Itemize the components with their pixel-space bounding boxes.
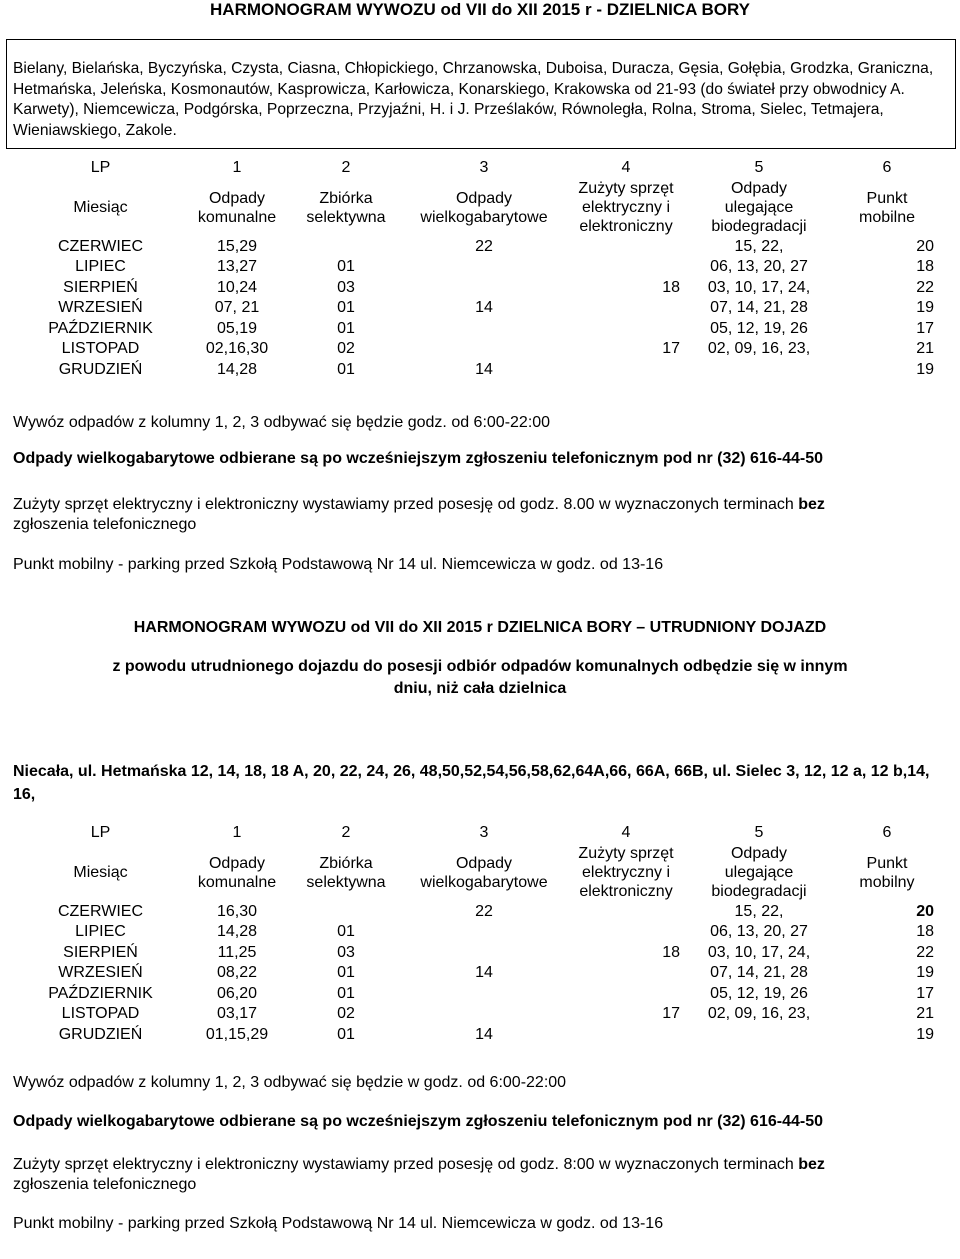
cell-col-6: 19 bbox=[916, 299, 934, 317]
schedule-table-1 bbox=[13, 158, 946, 380]
header-col-6: Punkt mobilny bbox=[859, 854, 915, 891]
cell-col-5: 15, 22, bbox=[734, 902, 784, 920]
note-mobile-point-2: Punkt mobilny - parking przed Szkołą Podstawową Nr 14 ul. Niemcewicza w godz. od 13-16 bbox=[13, 1215, 664, 1232]
cell-col-1: 02,16,30 bbox=[205, 340, 269, 358]
cell-col-1: 03,17 bbox=[216, 1005, 258, 1023]
lp-label: LP bbox=[90, 159, 111, 177]
cell-col-4: 18 bbox=[662, 943, 680, 961]
table-row bbox=[13, 339, 946, 360]
cell-col-2: 02 bbox=[337, 1005, 355, 1023]
section-2-title: HARMONOGRAM WYWOZU od VII do XII 2015 r DZIELNICA BORY – UTRUDNIONY DOJAZD bbox=[133, 619, 827, 636]
streets-list: Bielany, Bielańska, Byczyńska, Czysta, Ciasna, Chłopickiego, Chrzanowska, Duboisa, Duracza, Gęsia, Gołębia, Grodzka, Graniczna, Hetmańska, Jeleńska, Kosmonautów, Kasprowicza, Karłowicza, Konarskiego, Krakowska od 21-93 (do świateł przy obwodnicy A. Karwety), Niemcewicza, Podgórska, Poprzeczna, Przyjaźni, H. i J. Prześlaków, Równoległa, Rolna, Stroma, Sielec, Tetmajera, Wieniawskiego, Zakole. bbox=[6, 39, 956, 149]
header-row bbox=[13, 844, 946, 902]
cell-col-1: 13,27 bbox=[216, 258, 258, 276]
table-row bbox=[13, 984, 946, 1005]
cell-col-4 bbox=[562, 922, 690, 943]
cell-col-3 bbox=[406, 984, 562, 1005]
table-2-body bbox=[13, 902, 946, 1046]
cell-col-6: 22 bbox=[916, 943, 934, 961]
cell-col-4 bbox=[562, 257, 690, 278]
header-col-4: Zużyty sprzęt elektryczny i elektroniczny bbox=[578, 845, 674, 900]
cell-col-6: 20 bbox=[916, 237, 934, 255]
cell-col-2: 01 bbox=[337, 299, 355, 317]
table-row bbox=[13, 278, 946, 299]
month-cell: LISTOPAD bbox=[61, 1005, 140, 1023]
cell-col-6: 18 bbox=[916, 258, 934, 276]
section-2-subtitle-line-1: z powodu utrudnionego dojazdu do posesji odbiór odpadów komunalnych odbędzie się w innym bbox=[112, 658, 848, 675]
cell-col-6: 17 bbox=[916, 319, 934, 337]
cell-col-4 bbox=[562, 984, 690, 1005]
cell-col-6: 17 bbox=[916, 984, 934, 1002]
cell-col-5: 02, 09, 16, 23, bbox=[707, 1005, 811, 1023]
table-row bbox=[13, 1025, 946, 1046]
lp-row bbox=[13, 823, 946, 844]
cell-col-2: 01 bbox=[337, 1025, 355, 1043]
month-cell: CZERWIEC bbox=[57, 902, 144, 920]
address-list: Niecała, ul. Hetmańska 12, 14, 18, 18 A, 20, 22, 24, 26, 48,50,52,54,56,58,62,64A,66, 66A, 66B, ul. Sielec 3, 12, 12 a, 12 b,14, 16, bbox=[13, 763, 930, 803]
header-col-2: Zbiórka selektywna bbox=[306, 854, 386, 891]
cell-col-3: 22 bbox=[475, 237, 493, 255]
cell-col-5: 05, 12, 19, 26 bbox=[710, 319, 808, 337]
cell-col-4 bbox=[562, 237, 690, 258]
month-cell: CZERWIEC bbox=[57, 237, 144, 255]
cell-col-2: 02 bbox=[337, 340, 355, 358]
cell-col-6: 21 bbox=[916, 340, 934, 358]
month-cell: GRUDZIEŃ bbox=[58, 360, 143, 378]
lp-col-1: 1 bbox=[232, 159, 242, 177]
lp-col-3: 3 bbox=[479, 159, 489, 177]
cell-col-5: 05, 12, 19, 26 bbox=[710, 984, 808, 1002]
note-mobile-point-1: Punkt mobilny - parking przed Szkołą Podstawową Nr 14 ul. Niemcewicza w godz. od 13-16 bbox=[13, 556, 664, 573]
cell-col-5 bbox=[690, 360, 828, 381]
cell-col-5: 02, 09, 16, 23, bbox=[707, 340, 811, 358]
cell-col-3 bbox=[406, 339, 562, 360]
cell-col-3 bbox=[406, 257, 562, 278]
note-bulky-1: Odpady wielkogabarytowe odbierane są po wcześniejszym zgłoszeniu telefonicznym pod nr (32) 616-44-50 bbox=[13, 450, 823, 467]
cell-col-4 bbox=[562, 963, 690, 984]
cell-col-2 bbox=[286, 237, 406, 258]
table-row bbox=[13, 902, 946, 923]
cell-col-4 bbox=[562, 360, 690, 381]
lp-col-1: 1 bbox=[232, 824, 242, 842]
table-1-body bbox=[13, 237, 946, 381]
table-row bbox=[13, 360, 946, 381]
table-row bbox=[13, 943, 946, 964]
header-col-2: Zbiórka selektywna bbox=[306, 189, 386, 226]
cell-col-6: 18 bbox=[916, 923, 934, 941]
cell-col-3 bbox=[406, 943, 562, 964]
cell-col-2: 01 bbox=[337, 984, 355, 1002]
month-cell: SIERPIEŃ bbox=[63, 278, 138, 296]
lp-col-5: 5 bbox=[754, 159, 764, 177]
table-row bbox=[13, 922, 946, 943]
cell-col-5: 15, 22, bbox=[734, 237, 784, 255]
lp-col-2: 2 bbox=[341, 159, 351, 177]
cell-col-1: 08,22 bbox=[216, 964, 258, 982]
header-col-1: Odpady komunalne bbox=[197, 189, 277, 226]
cell-col-2: 01 bbox=[337, 964, 355, 982]
schedule-table-2 bbox=[13, 823, 946, 1045]
note-bulky-2: Odpady wielkogabarytowe odbierane są po wcześniejszym zgłoszeniu telefonicznym pod nr (32) 616-44-50 bbox=[13, 1113, 823, 1130]
table-row bbox=[13, 1004, 946, 1025]
table-row bbox=[13, 257, 946, 278]
cell-col-5: 03, 10, 17, 24, bbox=[707, 278, 811, 296]
cell-col-6: 22 bbox=[916, 278, 934, 296]
cell-col-2: 01 bbox=[337, 258, 355, 276]
table-row bbox=[13, 298, 946, 319]
cell-col-1: 14,28 bbox=[216, 923, 258, 941]
month-cell: LIPIEC bbox=[75, 923, 126, 941]
cell-col-5: 07, 14, 21, 28 bbox=[710, 299, 808, 317]
header-col-4: Zużyty sprzęt elektryczny i elektroniczny bbox=[578, 180, 674, 235]
cell-col-5: 06, 13, 20, 27 bbox=[710, 258, 808, 276]
table-row bbox=[13, 319, 946, 340]
cell-col-1: 16,30 bbox=[216, 902, 258, 920]
lp-col-6: 6 bbox=[882, 159, 892, 177]
month-cell: WRZESIEŃ bbox=[58, 964, 143, 982]
cell-col-4: 17 bbox=[662, 1005, 680, 1023]
cell-col-1: 01,15,29 bbox=[205, 1025, 269, 1043]
cell-col-3: 14 bbox=[475, 360, 493, 378]
cell-col-1: 05,19 bbox=[216, 319, 258, 337]
month-cell: GRUDZIEŃ bbox=[58, 1025, 143, 1043]
cell-col-5 bbox=[690, 1025, 828, 1046]
header-month: Miesiąc bbox=[73, 864, 128, 881]
cell-col-3: 22 bbox=[475, 902, 493, 920]
header-month: Miesiąc bbox=[73, 199, 128, 216]
month-cell: WRZESIEŃ bbox=[58, 299, 143, 317]
cell-col-4: 17 bbox=[662, 340, 680, 358]
header-col-5: Odpady ulegające biodegradacji bbox=[711, 845, 807, 900]
header-col-5: Odpady ulegające biodegradacji bbox=[711, 180, 807, 235]
cell-col-4 bbox=[562, 902, 690, 923]
lp-col-4: 4 bbox=[621, 824, 631, 842]
cell-col-4 bbox=[562, 298, 690, 319]
cell-col-3 bbox=[406, 278, 562, 299]
month-cell: LISTOPAD bbox=[61, 340, 140, 358]
page-title: HARMONOGRAM WYWOZU od VII do XII 2015 r - DZIELNICA BORY bbox=[210, 0, 750, 19]
header-row bbox=[13, 179, 946, 237]
note-electronics-2: Zużyty sprzęt elektryczny i elektroniczny wystawiamy przed posesję od godz. 8:00 w wyznaczonych terminach bez zgłoszenia telefonicznego bbox=[13, 1156, 825, 1193]
cell-col-1: 10,24 bbox=[216, 278, 258, 296]
cell-col-6: 19 bbox=[916, 964, 934, 982]
note-electronics-1: Zużyty sprzęt elektryczny i elektroniczny wystawiamy przed posesję od godz. 8.00 w wyznaczonych terminach bez zgłoszenia telefonicznego bbox=[13, 496, 825, 533]
cell-col-4 bbox=[562, 319, 690, 340]
month-cell: PAŹDZIERNIK bbox=[48, 319, 153, 337]
header-col-1: Odpady komunalne bbox=[197, 854, 277, 891]
cell-col-5: 06, 13, 20, 27 bbox=[710, 923, 808, 941]
cell-col-1: 14,28 bbox=[216, 360, 258, 378]
cell-col-6: 21 bbox=[916, 1005, 934, 1023]
cell-col-6: 19 bbox=[916, 1025, 934, 1043]
month-cell: PAŹDZIERNIK bbox=[48, 984, 153, 1002]
cell-col-2 bbox=[286, 902, 406, 923]
cell-col-1: 06,20 bbox=[216, 984, 258, 1002]
cell-col-4 bbox=[562, 1025, 690, 1046]
cell-col-5: 03, 10, 17, 24, bbox=[707, 943, 811, 961]
lp-row bbox=[13, 158, 946, 179]
cell-col-2: 01 bbox=[337, 319, 355, 337]
cell-col-6: 20 bbox=[916, 902, 934, 920]
month-cell: LIPIEC bbox=[75, 258, 126, 276]
header-col-6: Punkt mobilne bbox=[858, 189, 916, 226]
cell-col-2: 01 bbox=[337, 360, 355, 378]
cell-col-4: 18 bbox=[662, 278, 680, 296]
cell-col-1: 07, 21 bbox=[214, 299, 260, 317]
cell-col-1: 11,25 bbox=[217, 943, 257, 961]
cell-col-6: 19 bbox=[916, 360, 934, 378]
header-col-3: Odpady wielkogabarytowe bbox=[420, 189, 548, 226]
cell-col-3: 14 bbox=[475, 1025, 493, 1043]
cell-col-2: 03 bbox=[337, 278, 355, 296]
lp-col-3: 3 bbox=[479, 824, 489, 842]
header-col-3: Odpady wielkogabarytowe bbox=[420, 854, 548, 891]
cell-col-3 bbox=[406, 319, 562, 340]
cell-col-3: 14 bbox=[475, 299, 493, 317]
table-row bbox=[13, 963, 946, 984]
cell-col-3 bbox=[406, 1004, 562, 1025]
cell-col-2: 01 bbox=[337, 923, 355, 941]
lp-col-4: 4 bbox=[621, 159, 631, 177]
cell-col-2: 03 bbox=[337, 943, 355, 961]
month-cell: SIERPIEŃ bbox=[63, 943, 138, 961]
lp-col-6: 6 bbox=[882, 824, 892, 842]
cell-col-3 bbox=[406, 922, 562, 943]
note-hours-1: Wywóz odpadów z kolumny 1, 2, 3 odbywać się będzie godz. od 6:00-22:00 bbox=[13, 414, 551, 431]
cell-col-3: 14 bbox=[475, 964, 493, 982]
cell-col-5: 07, 14, 21, 28 bbox=[710, 964, 808, 982]
lp-label: LP bbox=[90, 824, 111, 842]
lp-col-5: 5 bbox=[754, 824, 764, 842]
table-row bbox=[13, 237, 946, 258]
cell-col-1: 15,29 bbox=[216, 237, 258, 255]
note-hours-2: Wywóz odpadów z kolumny 1, 2, 3 odbywać się będzie w godz. od 6:00-22:00 bbox=[13, 1074, 567, 1091]
lp-col-2: 2 bbox=[341, 824, 351, 842]
section-2-subtitle-line-2: dniu, niż cała dzielnica bbox=[393, 680, 567, 697]
